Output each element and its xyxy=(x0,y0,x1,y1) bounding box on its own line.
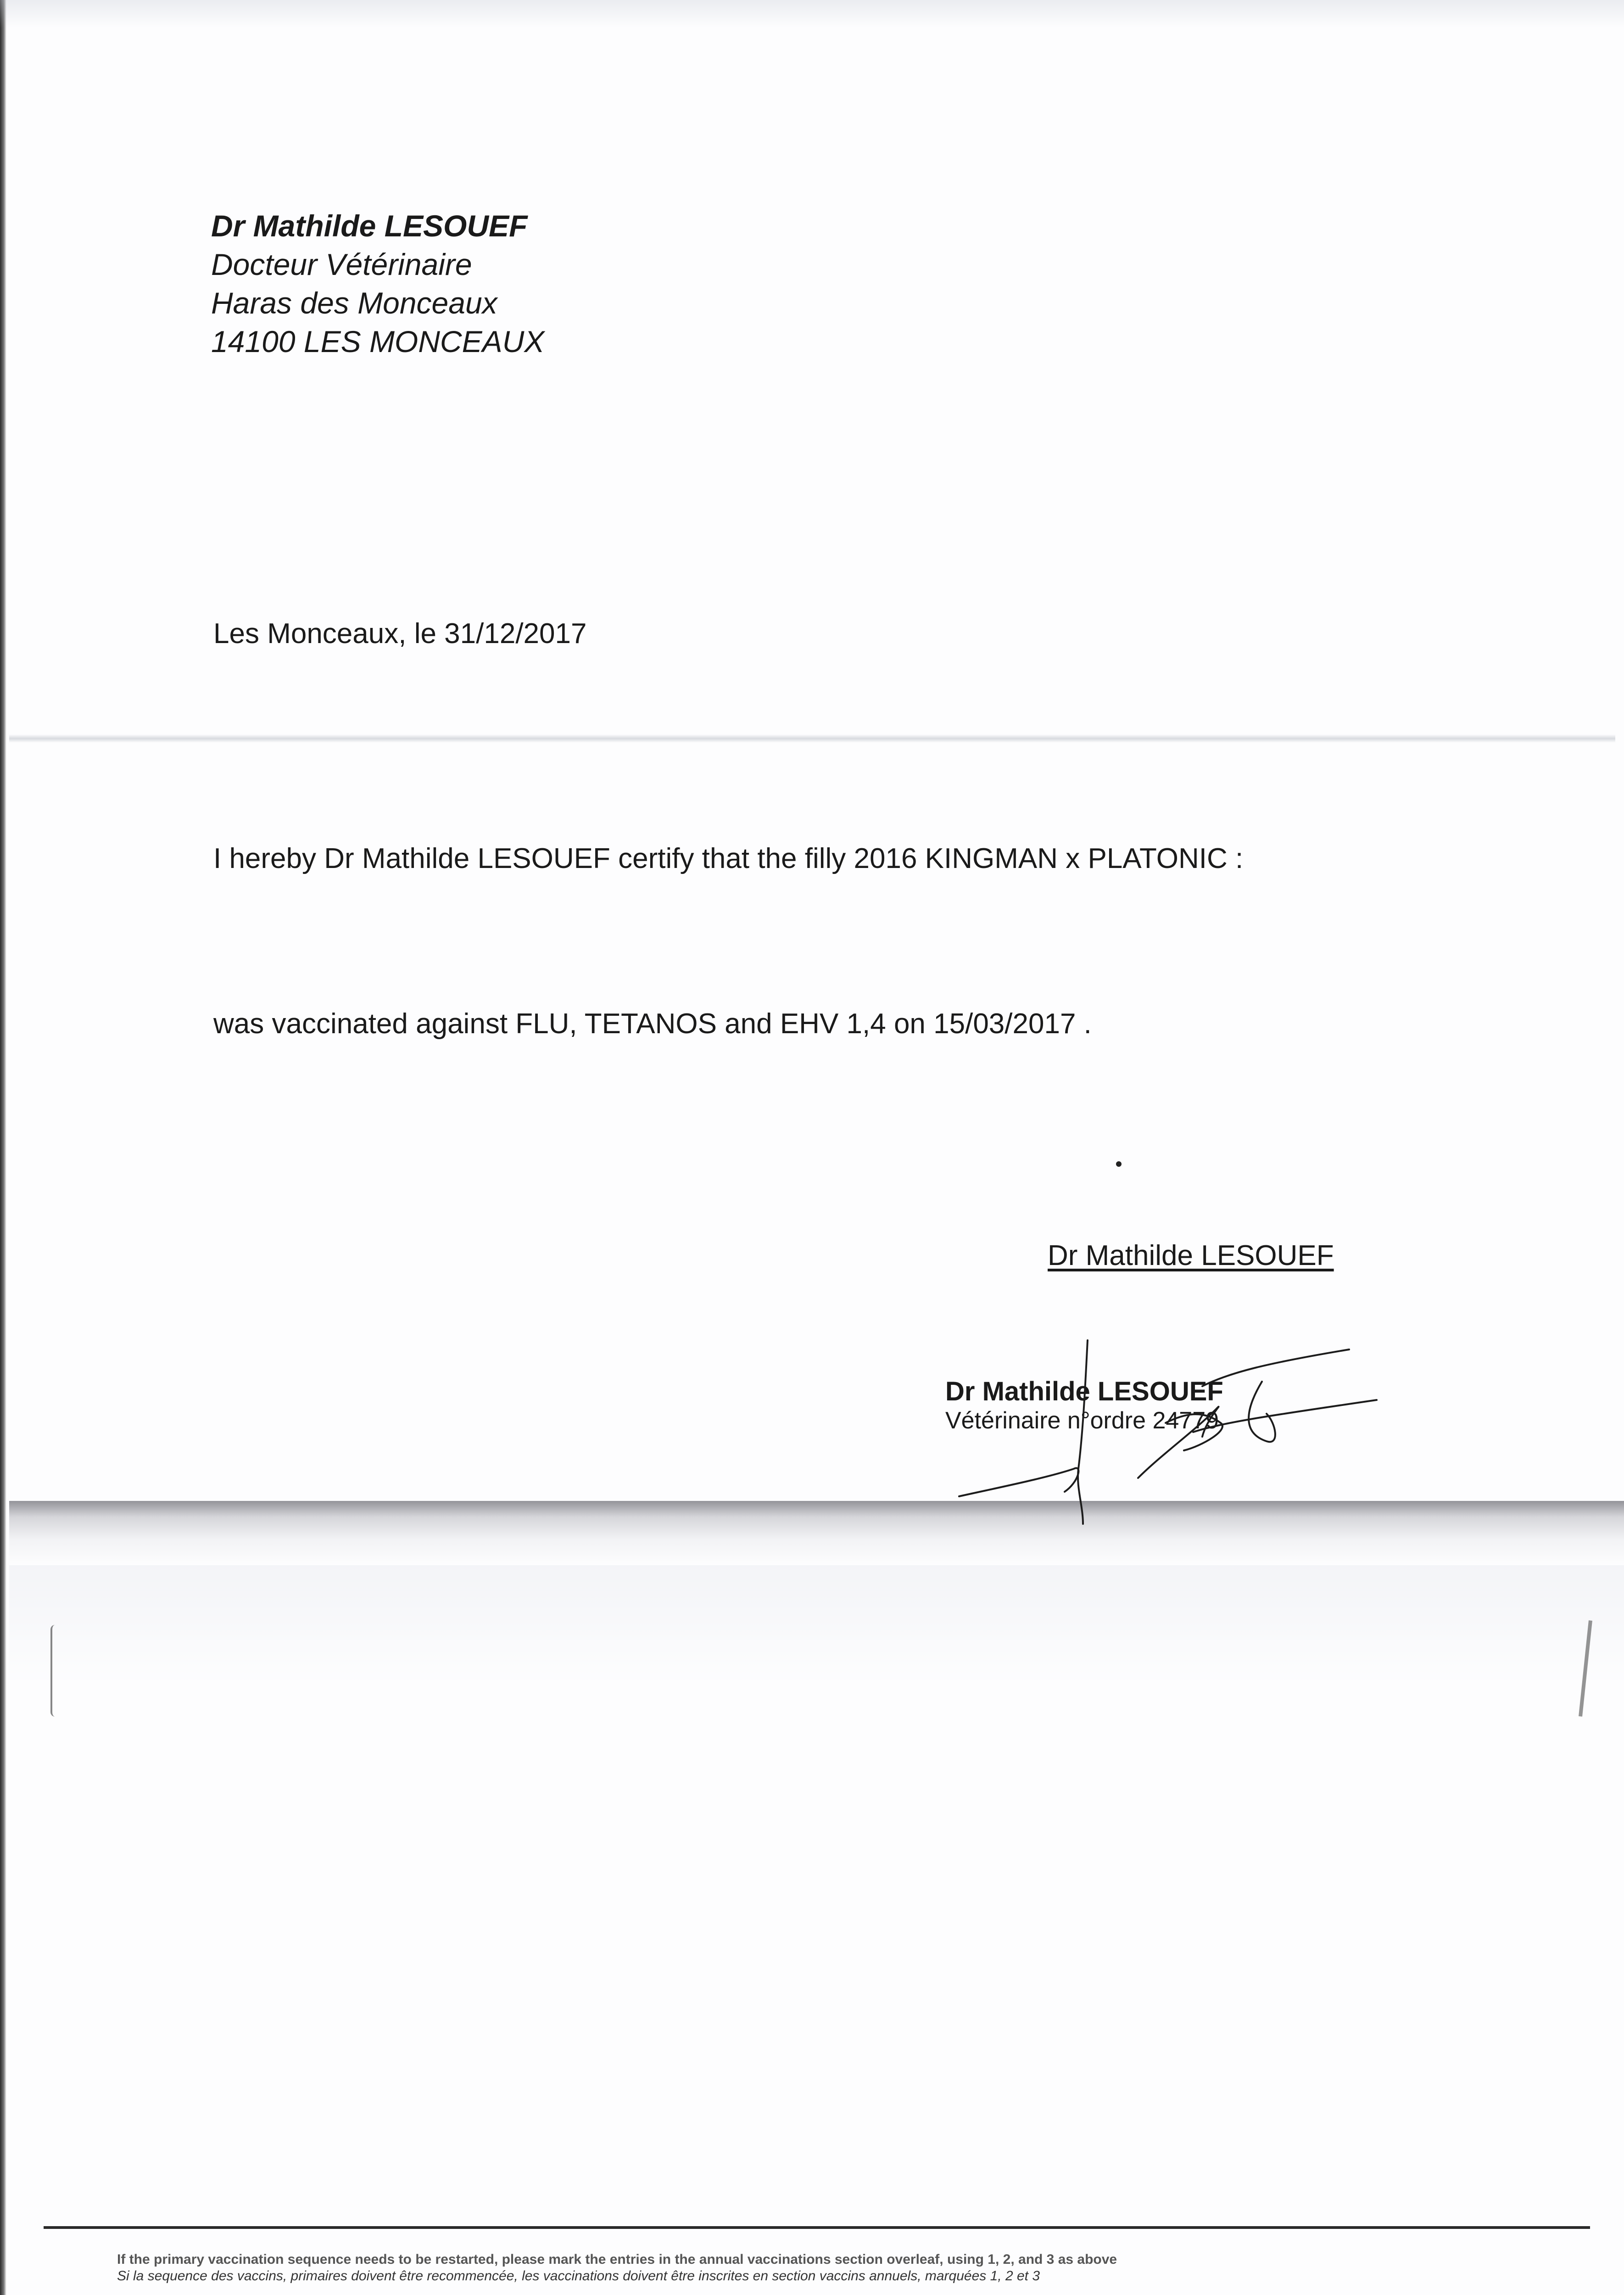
footer-french-note: Si la sequence des vaccins, primaires doivent être recommencée, les vaccinations doivent être inscrites en section vaccins annuels, marquées 1, 2 et 3 xyxy=(117,2268,1040,2284)
handwritten-signature xyxy=(945,1331,1386,1533)
vaccination-statement: was vaccinated against FLU, TETANOS and EHV 1,4 on 15/03/2017 . xyxy=(213,1008,1092,1040)
scan-edge-shadow xyxy=(0,0,6,2295)
letterhead-name: Dr Mathilde LESOUEF xyxy=(211,209,528,243)
stamp-name: Dr Mathilde LESOUEF xyxy=(945,1377,1223,1406)
footer-rule xyxy=(44,2226,1590,2229)
footer-english-note: If the primary vaccination sequence needs to be restarted, please mark the entries in the annual vaccinations section overleaf, using 1, 2, and 3 as above xyxy=(117,2252,1117,2267)
paper-top-shading xyxy=(0,0,1624,28)
certification-statement: I hereby Dr Mathilde LESOUEF certify that the filly 2016 KINGMAN x PLATONIC : xyxy=(213,843,1244,874)
letterhead-place: Haras des Monceaux xyxy=(211,286,497,320)
paper-fold-line xyxy=(9,734,1615,743)
stamp-registration: Vétérinaire n°ordre 24779 xyxy=(945,1407,1219,1434)
paper-tear-mark-left xyxy=(50,1625,66,1717)
letterhead-title: Docteur Vétérinaire xyxy=(211,247,472,281)
ink-speck xyxy=(1116,1161,1122,1167)
letterhead xyxy=(211,207,544,361)
letter-date: Les Monceaux, le 31/12/2017 xyxy=(213,618,587,649)
letterhead-address: 14100 LES MONCEAUX xyxy=(211,325,545,358)
footer-notes xyxy=(117,2251,1117,2284)
paper-fold-shading xyxy=(9,1565,1624,1685)
signatory-name: Dr Mathilde LESOUEF xyxy=(1048,1240,1334,1271)
